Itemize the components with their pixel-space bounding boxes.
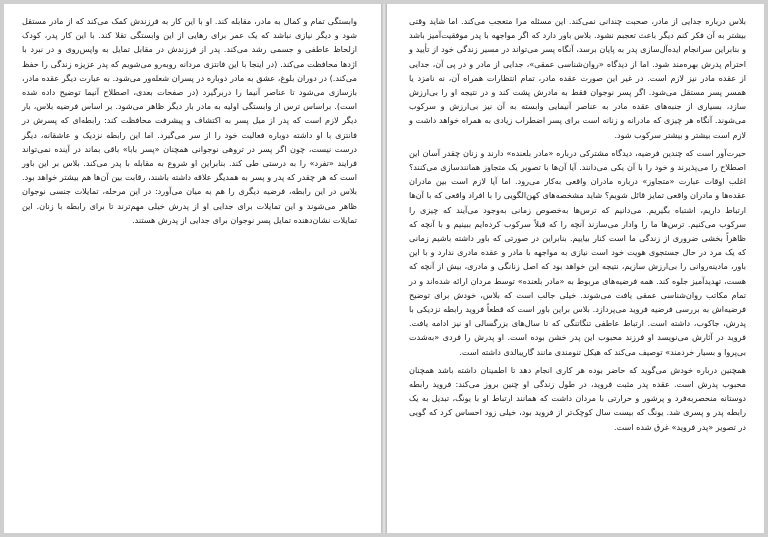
- left-page-text: [22, 14, 357, 231]
- right-page: [386, 4, 764, 533]
- right-paragraph-3: همچنین درباره خودش می‌گوید که حاضر بوده هر کاری انجام دهد تا اطمینان داشته باشد همچنان محبوب پدرش است. عقده پدر مثبت فروید، در طول زندگی او چنین بروز می‌کند: فروید رابطه دوستانه منحصربه‌فرد و پرشور و حرارتی با مردان داشت که همانند ارتباط او با یونگ، تبدیل به یک رابطه پدر و پسری شد. یونگ که بیست سال کوچک‌تر از فروید بود، خیلی زود احساس کرد که گویی در تصویر «پدر فروید» غرق شده است.: [409, 364, 746, 432]
- left-paragraph-1: وابستگی تمام و کمال به مادر، مقابله کند. او با این کار به فرزندش کمک می‌کند که از مادر مستقل شود و دیگر نیازی نباشد که یک عمر برای رهایی از این وابستگی تقلا کند. با این کار پدر، کودک ازلحاظ عاطفی و جسمی رشد می‌کند. پدر از فرزندش در مقابل تمایل به واپس‌روی و در نبرد با اژدها محافظت می‌کند. (در اینجا با این فانتزی مردانه روبه‌رو می‌شویم که پدر عزیزه زندگی را حفظ می‌کند.) در دوران بلوغ، عشق به مادر دوباره در پسران شعله‌ور می‌شود. به عبارت دیگر عقده مادر، بازسازی می‌شود تا عناصر آنیما را دربرگیرد (در صفحات بعدی، اصطلاح آنیما توضیح داده شده است). براساس ترس از وابستگی اولیه به مادر بار دیگر ظاهر می‌شود. بر اساس فرضیه بلاس، بار دیگر لازم است که پدر از میل پسر به اکتشاف و پیشرفت محافظت کند: رابطه‌ای که پسرش در فانتزی با او داشته دوباره فعالیت خود را از سر می‌گیرد. اما این رابطه نزدیک و عاشقانه، دیگر درست نیست، چون اگر پسر در تروهی نوجوانی همچنان «پسر بابا» باقی بماند در آینده نمی‌تواند فرایند «تفرد» را به درستی طی کند. بنابراین او شروع به مقابله با پدر می‌کند. بلاس بر این باور است که هر چقدر که پدر و پسر به همدیگر علاقه داشته باشند، رقابت بین آن‌ها هم بیشتر خواهد بود. بلاس در این رابطه، فرضیه دیگری را هم به میان می‌آورد: در این مرحله، تمایلات جنسی نوجوان ظاهر می‌شوند و این تمایلات برای جدایی او از پدرش خیلی مهم‌ترند تا برای رابطه با زنان. این تمایلات نشان‌دهنده تمایل پسر نوجوان برای جدایی از پدرش هستند.: [22, 16, 357, 225]
- right-page-text: [409, 14, 746, 438]
- right-paragraph-1: بلاس درباره جدایی از مادر، صحبت چندانی نمی‌کند. این مسئله مرا متعجب می‌کند. اما شاید وقتی بیشتر به آن فکر کنم دیگر باعث تعجبم نشود. بلاس باور دارد که اگر مواجهه با پدر موفقیت‌آمیز باشد و بنابراین سرانجام ایده‌آل‌سازی پدر به پایان برسد، آنگاه پسر می‌تواند در مسیر زندگی خود از تأیید و احترام پدرش بهره‌مند شود. اما از دیدگاه «روان‌شناسی عمقی»، جدایی از مادر و در پی آن، جدایی از عقده مادر نیز لازم است. در غیر این صورت عقده مادر، تمام انتظارات همراه آن، نه نامزد یا همسر پسر مستقل می‌شود. اگر پسر نوجوان فقط به مادرش پشت کند و در نتیجه او را بی‌ارزش سازد، بسیاری از جنبه‌های عقده مادر به عناصر آنیمایی وابسته به آن نیز بی‌ارزش و سرکوب می‌شوند. آنگاه هر چیزی که مادرانه و زنانه است برای پسر اضطراب زیادی به همراه خواهد داشت و لازم است بیشتر و بیشتر سرکوب شود.: [409, 16, 746, 140]
- left-page: [4, 4, 382, 533]
- right-paragraph-2: حیرت‌آور است که چندین فرضیه، دیدگاه مشترکی درباره «مادر بلعنده» دارند و زنان چقدر آسان این اصطلاح را می‌پذیرند و خود را با آن یکی می‌دانند. آیا آن‌ها با تصویر یک متجاوز همانندسازی می‌کنند؟ اغلب اوقات عبارت «متجاوز» درباره مادران واقعی به‌کار می‌رود. اما آیا لازم است بین مادران عقده‌ها و مادران واقعی تمایز قائل شویم؟ شاید مشخصه‌های کهن‌الگویی را با افراد واقعی که با آن‌ها ارتباط داریم، اشتباه بگیریم. می‌دانیم که ترس‌ها به‌خصوص زمانی به‌وجود می‌آیند که چیزی را سرکوب می‌کنیم. ترس‌ها ما را وادار می‌سازند آنچه را که قبلاً سرکوب کرده‌ایم ببینیم و با آنچه که ظاهراً بخشی ضروری از زندگی ما است کنار بیاییم. بنابراین در صورتی که باور داشته باشیم زمانی که یک مرد در حال جستجوی هویت خود است نیازی به مواجهه با مادر و عقده مادری ندارد و با این باور، مادینه‌روانی را بی‌ارزش سازیم، نتیجه این خواهد بود که اصل زنانگی و مادری، بیش از آنچه که هست، تهدیدآمیز جلوه کند. همه فرضیه‌های مربوط به «مادر بلعنده» توسط مردان ارائه شده‌اند و در تمام مکاتب روان‌شناسی عمقی یافت می‌شوند. خیلی جالب است که بلاس، خودش برای توضیح فرضیه‌اش به بررسی فرضیه فروید می‌پردازد. بلاس براین باور است که قطعاً فروید رابطه نزدیکی با پدرش، جاکوب، داشته است. ارتباط عاطفی تنگاتنگی که تا سال‌های بزرگسالی او نیز ادامه یافت. فروید در آثارش می‌نویسد او فرزند محبوب این پدر خشن بوده است. او پدرش را فردی «به‌شدت بی‌پروا و بسیار خردمند» توصیف می‌کند که هیکل تنومندی مانند گاریبالدی داشته است.: [409, 147, 746, 357]
